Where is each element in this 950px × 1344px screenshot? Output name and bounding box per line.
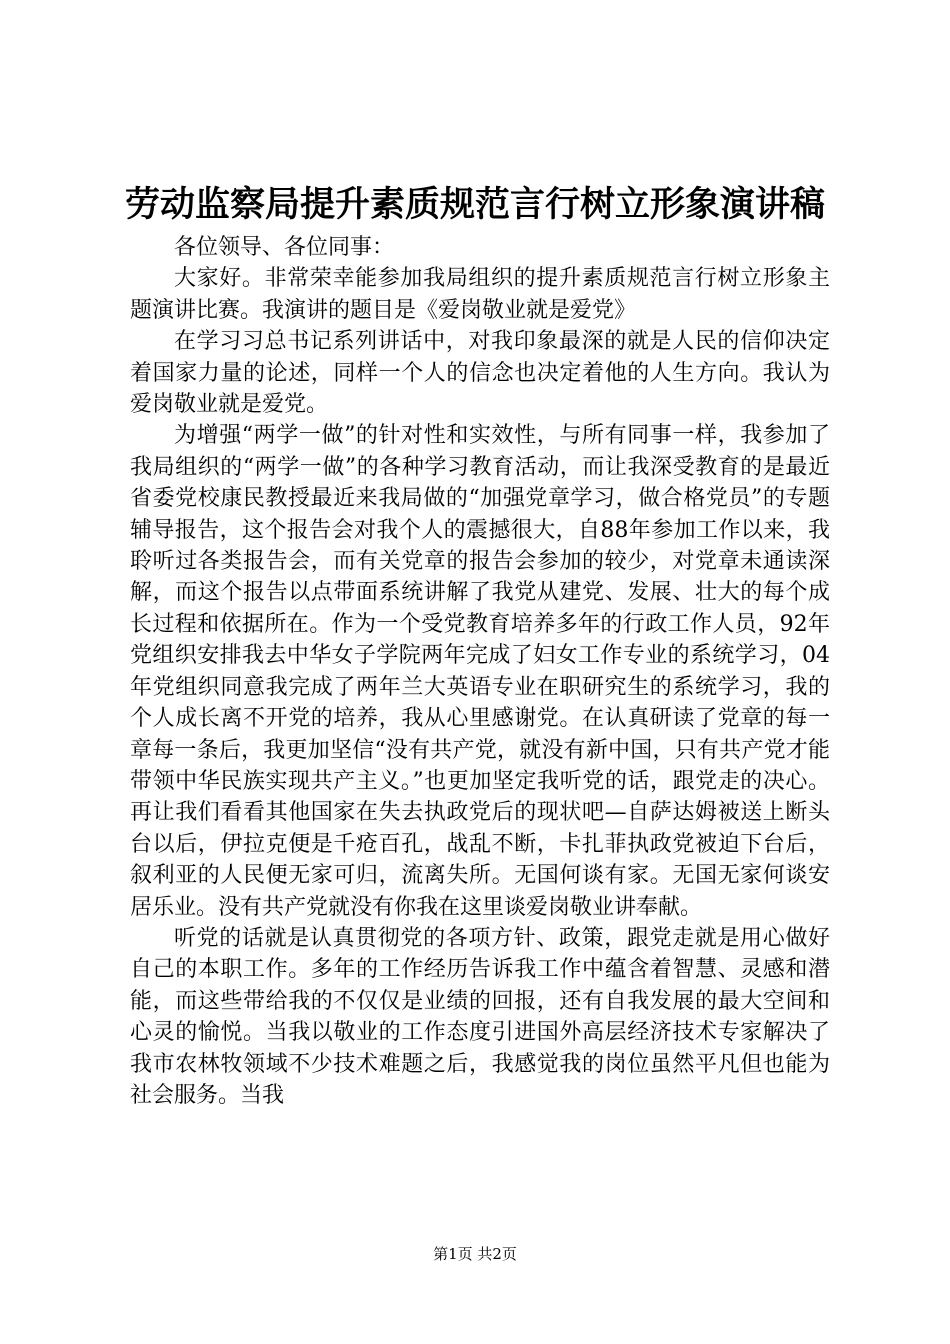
document-body (130, 232, 830, 1111)
page-number-footer: 第1页 共2页 (433, 1245, 517, 1263)
body-paragraph: 听党的话就是认真贯彻党的各项方针、政策，跟党走就是用心做好自己的本职工作。多年的工作经历告诉我工作中蕴含着智慧、灵感和潜能，而这些带给我的不仅仅是业绩的回报，还有自我发展的最大空间和心灵的愉悦。当我以敬业的工作态度引进国外高层经济技术专家解决了我市农林牧领域不少技术难题之后，我感觉我的岗位虽然平凡但也能为社会服务。当我 (130, 925, 830, 1108)
body-paragraph: 在学习习总书记系列讲话中，对我印象最深的就是人民的信仰决定着国家力量的论述，同样一个人的信念也决定着他的人生方向。我认为爱岗敬业就是爱党。 (130, 329, 830, 418)
document-title: 劳动监察局提升素质规范言行树立形象演讲稿 (124, 184, 825, 225)
body-paragraph: 为增强“两学一做”的针对性和实效性，与所有同事一样，我参加了我局组织的“两学一做”的各种学习教育活动，而让我深受教育的是最近省委党校康民教授最近来我局做的“加强党章学习，做合格党员”的专题辅导报告，这个报告会对我个人的震撼很大，自88年参加工作以来，我聆听过各类报告会，而有关党章的报告会参加的较少，对党章未通读深解，而这个报告以点带面系统讲解了我党从建党、发展、壮大的每个成长过程和依据所在。作为一个受党教育培养多年的行政工作人员，92年党组织安排我去中华女子学院两年完成了妇女工作专业的系统学习，04年党组织同意我完成了两年兰大英语专业在职研究生的系统学习，我的个人成长离不开党的培养，我从心里感谢党。在认真研读了党章的每一章每一条后，我更加坚信“没有共产党，就没有新中国，只有共产党才能带领中华民族实现共产主义。”也更加坚定我听党的话，跟党走的决心。再让我们看看其他国家在失去执政党后的现状吧—自萨达姆被送上断头台以后，伊拉克便是千疮百孔，战乱不断，卡扎菲执政党被迫下台后，叙利亚的人民便无家可归，流离失所。无国何谈有家。无国无家何谈安居乐业。没有共产党就没有你我在这里谈爱岗敬业讲奉献。 (130, 423, 830, 920)
salutation-paragraph: 各位领导、各位同事： (174, 235, 395, 260)
body-paragraph: 大家好。非常荣幸能参加我局组织的提升素质规范言行树立形象主题演讲比赛。我演讲的题目是《爱岗敬业就是爱党》 (130, 266, 830, 323)
